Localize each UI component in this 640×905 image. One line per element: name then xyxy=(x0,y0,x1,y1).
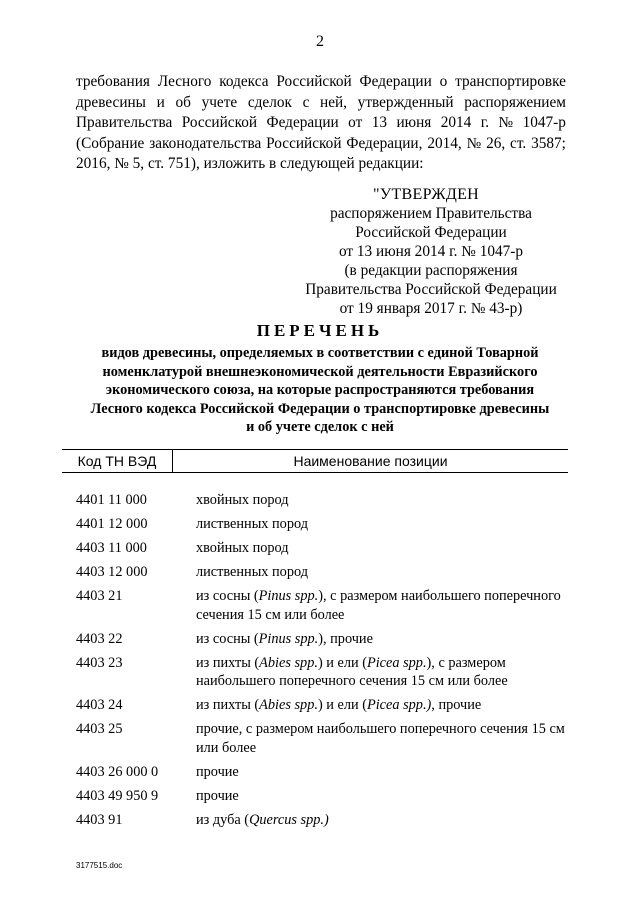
intro-paragraph xyxy=(76,72,566,175)
latin-species-name: Pinus spp. xyxy=(258,630,319,647)
latin-species-name: Abies spp. xyxy=(259,654,318,671)
intro-word: требования xyxy=(76,73,150,90)
intro-word: Федерации xyxy=(266,114,339,132)
intro-word: Российской xyxy=(266,134,342,152)
intro-word: (Собрание xyxy=(76,134,145,152)
approval-line: от 13 июня 2014 г. № 1047-р xyxy=(338,243,524,260)
subtitle-line: номенклатурой внешнеэкономической деятельности Евразийского xyxy=(102,363,538,380)
position-name xyxy=(196,587,566,624)
approval-line: Российской Федерации xyxy=(355,224,507,241)
table-row xyxy=(76,696,566,715)
tnved-code: 4403 24 xyxy=(76,697,123,713)
name-text: прочие xyxy=(196,763,239,780)
column-header-code: Код ТН ВЭД xyxy=(77,453,157,469)
intro-line: 2016, № 5, ст. 751), изложить в следующей редакции: xyxy=(76,155,424,173)
intro-word: о xyxy=(439,73,448,90)
intro-word: Российской xyxy=(276,73,352,90)
name-text: ), с размером наибольшего поперечного сечения 15 см или более xyxy=(196,588,561,623)
table-row xyxy=(76,515,566,534)
position-name xyxy=(196,720,566,757)
position-name xyxy=(196,787,566,806)
table-row xyxy=(76,630,566,649)
intro-word: Российской xyxy=(181,114,258,132)
name-text: из сосны ( xyxy=(196,630,259,647)
position-name xyxy=(196,515,566,534)
intro-word: № xyxy=(498,114,514,132)
name-text: хвойных пород xyxy=(196,540,289,556)
position-name xyxy=(196,491,566,510)
position-name xyxy=(196,563,566,582)
list-subtitle xyxy=(72,344,568,437)
table-header xyxy=(62,449,568,473)
intro-word: учете xyxy=(201,93,238,111)
intro-word: г. xyxy=(480,114,490,132)
intro-word: и xyxy=(156,93,165,111)
name-text: ) и ели ( xyxy=(317,654,367,671)
name-text: лиственных пород xyxy=(196,516,308,532)
intro-word: июня xyxy=(396,114,432,132)
intro-word: Федерации, xyxy=(346,134,423,152)
intro-line xyxy=(76,134,566,155)
tnved-code: 4403 22 xyxy=(76,630,123,647)
tnved-code: 4403 26 000 0 xyxy=(76,763,159,780)
list-title: ПЕРЕЧЕНЬ xyxy=(256,321,384,340)
name-text: прочие, с размером наибольшего поперечного сечения 15 см или более xyxy=(196,721,565,756)
table-row xyxy=(76,491,566,510)
position-name xyxy=(196,539,566,558)
tnved-code: 4401 11 000 xyxy=(76,492,147,508)
approval-line: от 19 января 2017 г. № 43-р) xyxy=(339,300,523,317)
name-text: ) и ели ( xyxy=(317,697,367,713)
latin-species-name: Pinus spp. xyxy=(258,588,319,604)
intro-word: сделок xyxy=(247,93,292,111)
latin-species-name: Picea spp.) xyxy=(366,697,432,713)
subtitle-line: и об учете сделок с ней xyxy=(246,419,394,436)
name-text: из сосны ( xyxy=(196,588,259,604)
table-row xyxy=(76,720,566,757)
intro-word: Федерации xyxy=(359,73,432,90)
intro-word: 2014 xyxy=(440,114,472,132)
intro-word: 1047-р xyxy=(522,114,566,132)
file-reference: 3177515.doc xyxy=(76,861,123,870)
intro-word: 3587; xyxy=(531,134,566,152)
intro-word: ст. xyxy=(510,134,527,152)
name-text: из дуба ( xyxy=(196,811,250,828)
tnved-code: 4403 11 000 xyxy=(76,540,147,556)
name-text: ), прочие xyxy=(318,630,373,647)
intro-word: древесины xyxy=(76,93,146,111)
position-name xyxy=(196,763,566,782)
approval-line: (в редакции распоряжения xyxy=(344,262,518,279)
intro-word: утвержденный xyxy=(357,93,454,111)
subtitle-line: экономического союза, на которые распространяются требования xyxy=(105,382,535,399)
table-row xyxy=(76,811,566,830)
approval-line: Правительства Российской Федерации xyxy=(305,281,557,298)
intro-word: кодекса xyxy=(219,73,269,90)
name-text: прочие xyxy=(196,787,239,804)
table-body xyxy=(76,491,566,835)
intro-word: об xyxy=(175,93,191,111)
name-text: хвойных пород xyxy=(196,492,289,508)
table-row xyxy=(76,654,566,691)
intro-word: 2014, xyxy=(427,134,462,152)
name-text: из пихты ( xyxy=(196,654,260,671)
tnved-code: 4403 23 xyxy=(76,654,123,671)
subtitle-line: Лесного кодекса Российской Федерации о транспортировке древесины xyxy=(90,400,550,417)
tnved-code: 4403 25 xyxy=(76,721,123,737)
intro-line xyxy=(76,72,566,93)
table-row xyxy=(76,539,566,558)
position-name xyxy=(196,811,566,830)
intro-word: № xyxy=(466,134,482,152)
position-name xyxy=(196,630,566,649)
approval-stamp-block xyxy=(296,185,566,318)
latin-species-name: Picea spp. xyxy=(366,654,427,671)
table-row xyxy=(76,787,566,806)
tnved-code: 4403 49 950 9 xyxy=(76,787,159,804)
intro-word: от xyxy=(348,114,363,132)
latin-species-name: Abies spp. xyxy=(259,697,318,713)
intro-word: с xyxy=(302,93,310,111)
intro-word: распоряжением xyxy=(464,93,566,111)
table-row xyxy=(76,587,566,624)
intro-word: Правительства xyxy=(76,114,173,132)
name-text: лиственных пород xyxy=(196,564,308,580)
intro-word: 26, xyxy=(486,134,506,152)
name-text: ), с размером наибольшего поперечного сечения 15 см или более xyxy=(196,654,508,689)
approval-line: распоряжением Правительства xyxy=(330,205,532,222)
page-number: 2 xyxy=(316,33,324,50)
tnved-code: 4401 12 000 xyxy=(76,516,148,532)
table-row xyxy=(76,763,566,782)
subtitle-line: видов древесины, определяемых в соответствии с единой Товарной xyxy=(101,345,539,361)
intro-word: 13 xyxy=(371,114,388,132)
tnved-code: 4403 21 xyxy=(76,588,123,604)
intro-line xyxy=(76,113,566,134)
tnved-code: 4403 12 000 xyxy=(76,564,148,580)
column-header-name: Наименование позиции xyxy=(293,453,448,469)
intro-line xyxy=(76,93,566,114)
tnved-code: 4403 91 xyxy=(76,811,123,828)
table-row xyxy=(76,563,566,582)
latin-species-name: Quercus spp.) xyxy=(249,811,329,828)
position-name xyxy=(196,654,566,691)
intro-word: Лесного xyxy=(157,73,212,90)
position-name xyxy=(196,696,566,715)
intro-word: законодательства xyxy=(149,134,262,152)
name-text: из пихты ( xyxy=(196,697,260,713)
approval-heading: "УТВЕРЖДЕН xyxy=(373,186,479,203)
intro-word: ней, xyxy=(320,93,348,111)
name-text: , прочие xyxy=(431,697,482,713)
intro-word: транспортировке xyxy=(455,73,566,90)
